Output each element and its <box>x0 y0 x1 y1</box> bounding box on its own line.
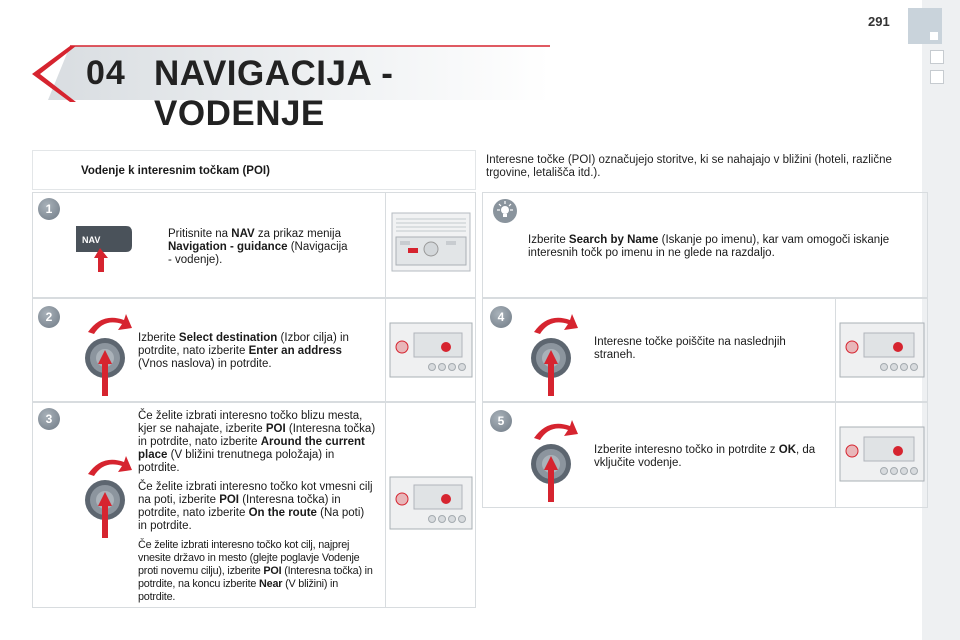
step-1-radio-image <box>385 193 477 297</box>
text-run: (Interesna točka) in potrdite, nato izberite <box>138 494 341 519</box>
page-number: 291 <box>868 14 890 29</box>
chapter-banner <box>30 42 570 133</box>
step-2-radio-image <box>385 299 477 401</box>
section-heading: Vodenje k interesnim točkam (POI) <box>81 165 270 177</box>
tip-text <box>528 234 908 260</box>
step-3-badge: 3 <box>38 408 60 430</box>
step-paragraph <box>138 410 376 475</box>
step-4-badge: 4 <box>490 306 512 328</box>
text-run: (V bližini trenutnega položaja) in potrdite. <box>138 449 335 474</box>
step-4-radio-image <box>835 299 927 401</box>
section-heading-bar <box>32 150 476 190</box>
radio-unit-illustration <box>386 193 476 297</box>
bold-term: POI <box>219 494 239 506</box>
text-run: Izberite interesno točko in potrdite z <box>594 444 779 456</box>
bold-term: Enter an address <box>248 345 342 357</box>
step-2-badge: 2 <box>38 306 60 328</box>
chapter-tab <box>908 8 942 44</box>
step-5-text <box>594 444 834 470</box>
bold-term: POI <box>265 423 286 435</box>
text-run: , da vključite vodenje. <box>594 444 816 469</box>
bold-term: POI <box>263 565 282 577</box>
text-run: (Iskanje po imenu), kar vam omogoči iskanje interesnih točk po imenu in ne glede na razdaljo. <box>528 234 890 259</box>
text-run: Izberite <box>138 332 179 344</box>
margin-square-icon <box>930 50 944 64</box>
bold-term: NAV <box>231 228 255 240</box>
text-run: Če želite izbrati interesno točko kot cilj, najprej vnesite državo in mesto (glejte poglavje Vodenje proti novemu cilju), izberite <box>138 539 360 577</box>
step-3-text <box>138 410 376 610</box>
rotary-knob-icon <box>520 306 582 398</box>
bold-term: Search by Name <box>568 234 659 246</box>
text-run: za prikaz menija <box>254 228 342 240</box>
rotary-knob-icon <box>74 448 136 540</box>
step-paragraph <box>138 481 376 533</box>
nav-button-label: NAV <box>82 235 101 245</box>
bold-term: Select destination <box>178 332 278 344</box>
bold-term: OK <box>778 444 796 456</box>
step-5-badge: 5 <box>490 410 512 432</box>
radio-unit-illustration <box>836 403 928 507</box>
text-run: (Navigacija - vodenje). <box>168 241 348 266</box>
text-run: (Na poti) in potrdite. <box>138 507 365 532</box>
text-run: Če želite izbrati interesno točko kot vmesni cilj na poti, izberite <box>138 481 373 506</box>
text-run: Pritisnite na <box>168 228 232 240</box>
step-3-radio-image <box>385 403 477 607</box>
rotary-knob-icon <box>74 306 136 398</box>
radio-unit-illustration <box>386 403 476 607</box>
step-1-text <box>168 228 348 267</box>
text-run: Interesne točke poiščite na naslednjih straneh. <box>594 336 786 361</box>
bold-term: Around the current place <box>138 436 365 461</box>
rotary-knob-icon <box>520 412 582 504</box>
bold-term: On the route <box>248 507 317 519</box>
radio-unit-illustration <box>836 299 928 401</box>
chapter-number: 04 <box>86 54 126 92</box>
tab-square-icon <box>930 32 938 40</box>
step-2-text <box>138 332 374 371</box>
lightbulb-icon <box>492 198 518 224</box>
step-4-text <box>594 336 824 362</box>
bold-term: Near <box>259 578 283 590</box>
chapter-title: NAVIGACIJA - VODENJE <box>154 54 394 133</box>
bold-term: Navigation - guidance <box>168 241 288 253</box>
text-run: Če želite izbrati interesno točko blizu mesta, kjer se nahajate, izberite <box>138 410 363 435</box>
text-run: (Vnos naslova) in potrdite. <box>138 358 272 370</box>
section-intro: Interesne točke (POI) označujejo storitve, ki se nahajajo v bližini (hoteli, različne trgovine, letališča itd.). <box>486 154 892 179</box>
step-paragraph <box>138 539 376 604</box>
step-5-radio-image <box>835 403 927 507</box>
text-run: (V bližini) in potrdite. <box>138 578 339 603</box>
radio-unit-illustration <box>386 299 476 401</box>
text-run: (Interesna točka) in potrdite, na koncu izberite <box>138 565 373 590</box>
step-1-badge: 1 <box>38 198 60 220</box>
text-run: Izberite <box>528 234 569 246</box>
nav-button-icon <box>74 224 134 274</box>
text-run: (Izbor cilja) in potrdite, nato izberite <box>138 332 349 357</box>
margin-square-icon <box>930 70 944 84</box>
text-run: (Interesna točka) in potrdite, nato izberite <box>138 423 376 448</box>
